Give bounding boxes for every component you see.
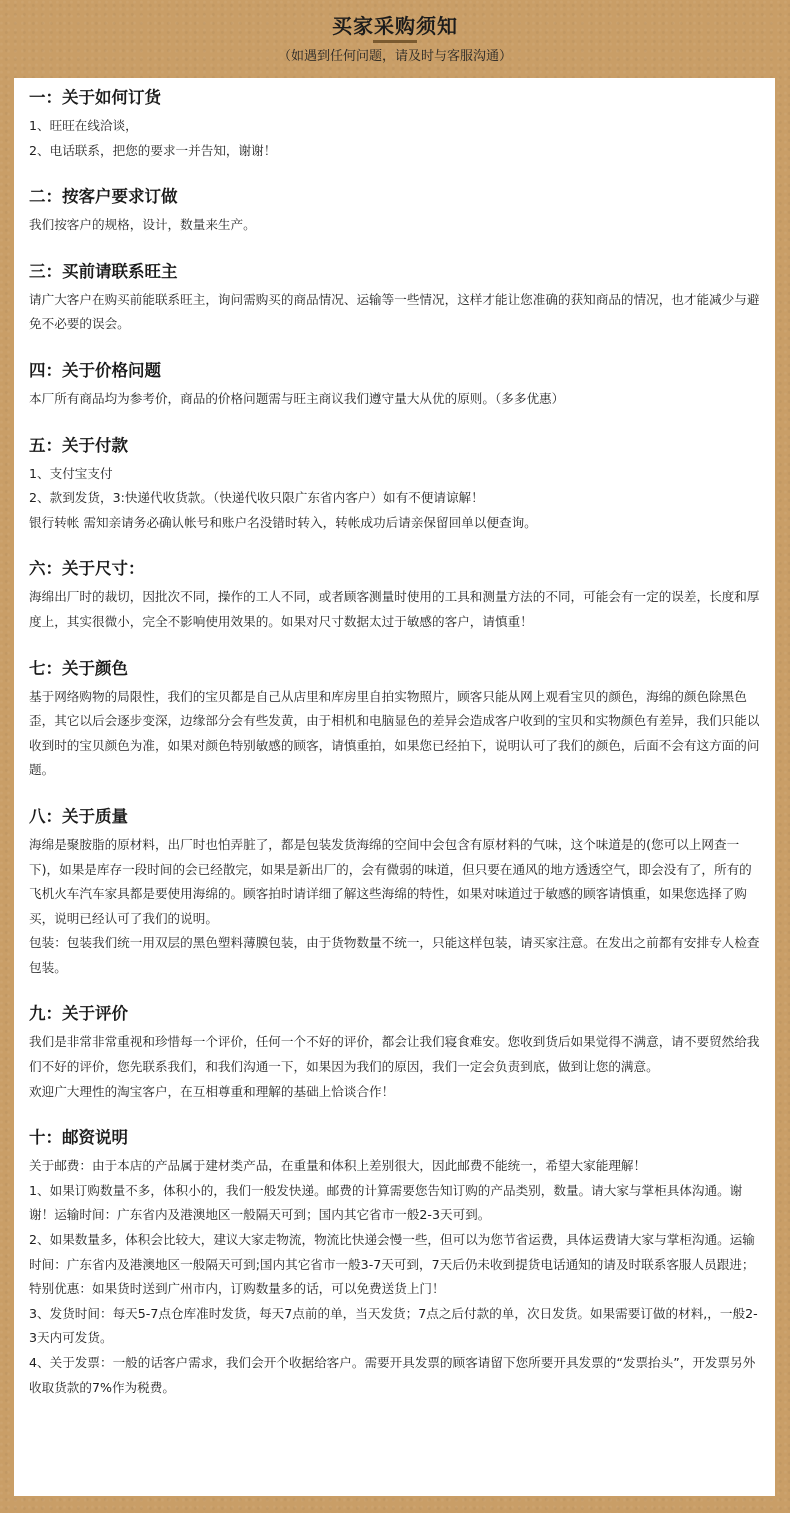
- section-line: 关于邮费：由于本店的产品属于建材类产品，在重量和体积上差别很大，因此邮费不能统一，希望大家能理解！: [29, 1158, 647, 1174]
- section-line: 基于网络购物的局限性，我们的宝贝都是自己从店里和库房里自拍实物照片，顾客只能从网上观看宝贝的颜色，海绵的颜色除黑色歪，其它以后会逐步变深，边缘部分会有些发黄，由于相机和电脑显色的差异会造成客户收到的宝贝和实物颜色有差异，我们只能以收到时的宝贝颜色为准，如果对颜色特别敏感的顾客，请慎重拍，如果您已经拍下，说明认可了我们的颜色，后面不会有这方面的问题。: [29, 688, 760, 778]
- section-payment: [29, 434, 760, 536]
- section-line: 3、发货时间：每天5-7点仓库准时发货，每天7点前的单，当天发货；7点之后付款的单，次日发货。如果需要订做的材料,，一般2-3天内可发货。: [29, 1305, 758, 1346]
- section-contact-seller: [29, 260, 760, 337]
- page-title: 买家采购须知: [332, 14, 458, 38]
- section-line: 我们按客户的规格，设计，数量来生产。: [29, 217, 256, 233]
- section-color: [29, 657, 760, 783]
- section-title: 三：买前请联系旺主: [29, 261, 178, 281]
- section-ordering: [29, 86, 760, 163]
- section-line: 2、款到发货，3:快递代收货款。（快递代收只限广东省内客户）如有不便请谅解！: [29, 490, 484, 506]
- section-title: 七：关于颜色: [29, 658, 128, 678]
- title-underline: [373, 40, 417, 43]
- section-shipping: [29, 1126, 760, 1400]
- section-title: 四：关于价格问题: [29, 360, 161, 380]
- section-custom-order: [29, 185, 760, 238]
- section-title: 一：关于如何订货: [29, 88, 161, 107]
- section-line: 4、关于发票：一般的话客户需求，我们会开个收据给客户。需要开具发票的顾客请留下您所要开具发票的“发票抬头”，开发票另外收取货款的7%作为税费。: [29, 1355, 756, 1395]
- section-title: 六：关于尺寸：: [29, 559, 145, 579]
- section-title: 九：关于评价: [29, 1004, 128, 1024]
- page-header: [0, 0, 790, 78]
- section-size: [29, 557, 760, 634]
- section-title: 八：关于质量: [29, 806, 128, 826]
- section-line: 本厂所有商品均为参考价，商品的价格问题需与旺主商议我们遵守量大从优的原则。（多多优惠）: [29, 390, 565, 406]
- section-line: 请广大客户在购买前能联系旺主，询问需购买的商品情况、运输等一些情况，这样才能让您准确的获知商品的情况，也才能减少与避免不必要的误会。: [29, 291, 760, 332]
- section-line: 欢迎广大理性的淘宝客户，在互相尊重和理解的基础上恰谈合作！: [29, 1083, 395, 1099]
- section-line: 银行转帐 需知亲请务必确认帐号和账户名没错时转入，转帐成功后请亲保留回单以便查询。: [29, 514, 537, 530]
- section-line: 1、支付宝支付: [29, 465, 113, 481]
- section-line: 海绵是聚胺脂的原材料，出厂时也怕弄脏了，都是包装发货海绵的空间中会包含有原材料的气味，这个味道是的(您可以上网查一下)，如果是库存一段时间的会已经散完，如果是新出厂的，会有微弱的味道，但只要在通风的地方透透空气，即会没有了，所有的飞机火车汽车家具都是要使用海绵的。顾客拍时请详细了解这些海绵的特性，如果对味道过于敏感的顾客请慎重，如果您选择了购买，说明已经认可了我们的说明。: [29, 836, 752, 926]
- section-quality: [29, 805, 760, 981]
- page-subtitle: （如遇到任何问题，请及时与客服沟通）: [277, 49, 512, 64]
- section-line: 包装：包装我们统一用双层的黑色塑料薄膜包装，由于货物数量不统一，只能这样包装，请买家注意。在发出之前都有安排专人检查包装。: [29, 935, 760, 975]
- section-reviews: [29, 1002, 760, 1104]
- section-title: 二：按客户要求订做: [29, 187, 178, 207]
- section-line: 2、如果数量多，体积会比较大，建议大家走物流，物流比快递会慢一些，但可以为您节省运费，具体运费请大家与掌柜沟通。运输时间：广东省内及港澳地区一般隔天可到;国内其它省市一般3-7天可到，7天后仍未收到提货电话通知的请及时联系客服人员跟进；特别优惠：如果货时送到广州市内，订购数量多的话，可以免费送货上门！: [29, 1232, 755, 1297]
- section-line: 海绵出厂时的裁切，因批次不同，操作的工人不同，或者顾客测量时使用的工具和测量方法的不同，可能会有一定的误差，长度和厚度上，其实很微小，完全不影响使用效果的。如果对尺寸数据太过于敏感的客户，请慎重！: [29, 589, 760, 629]
- notice-panel: [14, 78, 775, 1496]
- section-pricing: [29, 359, 760, 412]
- section-line: 1、如果订购数量不多，体积小的，我们一般发快递。邮费的计算需要您告知订购的产品类别，数量。请大家与掌柜具体沟通。谢谢！运输时间：广东省内及港澳地区一般隔天可到；国内其它省市一般2-3天可到。: [29, 1182, 743, 1223]
- section-title: 十：邮资说明: [29, 1128, 128, 1148]
- section-line: 我们是非常非常重视和珍惜每一个评价，任何一个不好的评价，都会让我们寝食难安。您收到货后如果觉得不满意，请不要贸然给我们不好的评价，您先联系我们，和我们沟通一下，如果因为我们的原因，我们一定会负责到底，做到让您的满意。: [29, 1034, 760, 1075]
- section-title: 五：关于付款: [29, 435, 128, 455]
- section-line: 1、旺旺在线洽谈，: [29, 118, 138, 133]
- section-line: 2、电话联系，把您的要求一并告知，谢谢！: [29, 142, 277, 158]
